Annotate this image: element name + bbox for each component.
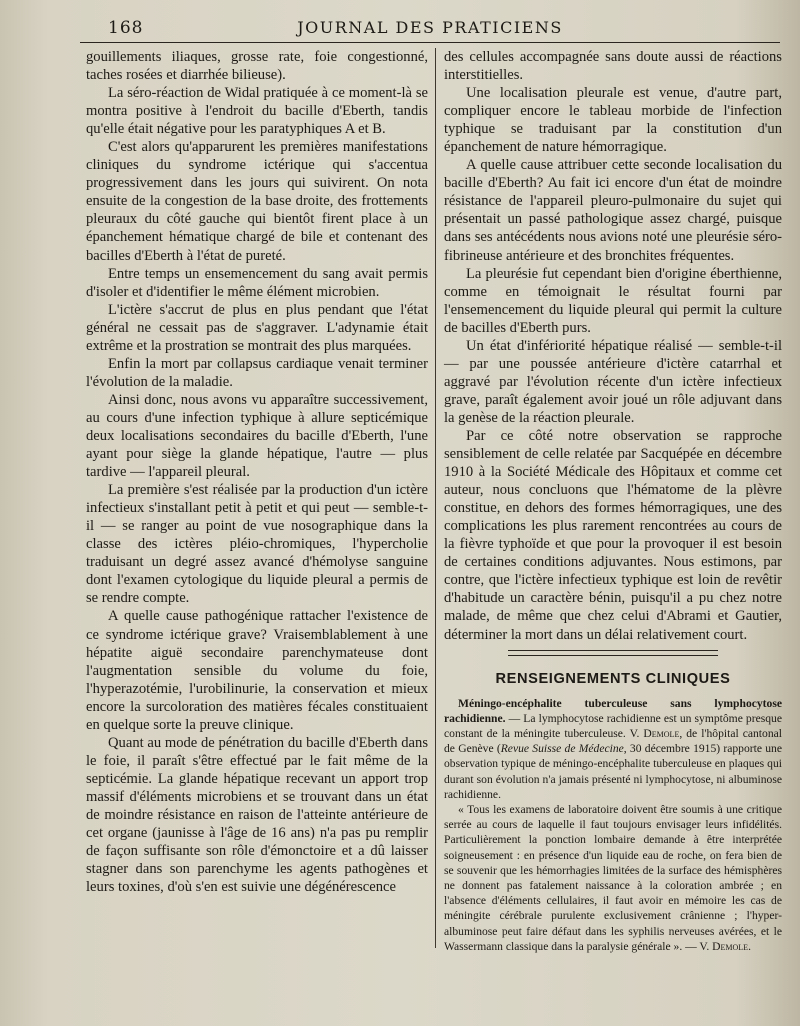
paragraph: La pleurésie fut cependant bien d'origine éberthienne, comme en témoignait le résultat fourni par l'ensemencement du liquide pleural qui permit la culture de bacilles d'Eberth purs.: [444, 265, 782, 336]
clinical-text: .: [748, 939, 751, 953]
paragraph: gouillements iliaques, grosse rate, foie congestionné, taches rosées et diarrhée bilieuse).: [86, 49, 428, 84]
paragraph: Une localisation pleurale est venue, d'autre part, compliquer encore le tableau morbide de l'infection typhique se traduisant par la constitution d'un épanchement de nature hémorragique.: [444, 85, 782, 156]
section-title: RENSEIGNEMENTS CLINIQUES: [495, 670, 731, 687]
clinical-text: — La lymphocytose rachidienne est un symptôme presque constant de la méningite tuberculeuse. V.: [444, 711, 782, 740]
article-end-rule: [508, 650, 718, 656]
page-header: [80, 16, 780, 43]
paragraph: C'est alors qu'apparurent les premières manifestations cliniques du syndrome ictérique qui s'accentua progressivement dans les jours qui suivirent. On nota ensuite de la congestion de la base droite, des frottements pleuraux du côté gauche qui bientôt firent place à un épanchement hématique chargé de bile et contenant des bacilles d'Eberth à l'état de pureté.: [86, 139, 428, 264]
clinical-text: , 30 décembre 1915) rapporte une observation typique de méningo-encéphalite tuberculeuse en plaques qui durant son évolution n'a jamais présenté ni lymphocytose, ni albuminose rachidienne.: [444, 742, 782, 801]
paragraph: des cellules accompagnée sans doute aussi de réactions interstitielles.: [444, 49, 782, 84]
journal-name: Revue Suisse de Médecine: [500, 742, 624, 756]
running-title: JOURNAL DES PRATICIENS: [297, 18, 563, 37]
clinical-paragraph: [444, 696, 782, 802]
paragraph: La première s'est réalisée par la production d'un ictère infectieux s'installant petit à petit et qui peut — semble-t-il — se ranger au point de vue nosographique dans la classe des ictères pléio-chromiques, l'hypercholie traduisant un degré assez avancé d'hémolyse sanguine dont l'examen cytologique du liquide pleural a permis de se rendre compte.: [86, 482, 428, 607]
paragraph: A quelle cause attribuer cette seconde localisation du bacille d'Eberth? Au fait ici encore d'un état de moindre résistance de l'appareil pleuro-pulmonaire du sujet qui présentait un passé pathologique assez chargé, puisque dans ses antécédents nous avions noté une pleurésie séro-fibrineuse antérieure et des bronchites fréquentes.: [444, 157, 782, 264]
paragraph: Quant au mode de pénétration du bacille d'Eberth dans le foie, il paraît s'être effectué par le fait même de la septicémie. La glande hépatique recevant un apport trop massif d'éléments microbiens et se trouvant dans un état de moindre résistance en raison de l'atteinte antérieure de cet organe (jaunisse à l'âge de 16 ans) n'a pas pu remplir de façon suffisante son rôle d'émonctoire et a dû laisser stagner dans son parenchyme les agents pathogènes et leurs toxines, d'où s'en est suivie une dégénérescence: [86, 734, 428, 896]
author-name: Demole: [712, 939, 749, 953]
page-number: 168: [108, 18, 144, 38]
clinical-quote: « Tous les examens de laboratoire doivent être soumis à une critique serrée au cours de laquelle il faut toujours envisager leurs infidélités. Particulièrement la ponction lombaire demande à être interprétée soigneusement : en présence d'un liquide eau de roche, on fera bien de se souvenir que les hémorrhagies limitées de la surface des hémisphères ne donnent pas fatalement naissance à la coloration ambrée ; en l'absence d'éléments cellulaires, il faut avoir en mémoire les cas de méningite cérébrale purulente exclusivement crânienne ; l'hyper-albuminose peut faire défaut dans les syphilis nerveuses avérées, et le Wassermann classique dans la paralysie générale ». — V.: [444, 803, 782, 953]
paragraph: L'ictère s'accrut de plus en plus pendant que l'état général ne cessait pas de s'aggraver. L'adynamie était extrême et la prostration se montrait des plus marquées.: [86, 301, 428, 354]
clinical-text: , de l'hôpital cantonal de Genève (: [444, 727, 782, 756]
paragraph: Par ce côté notre observation se rapproche sensiblement de celle relatée par Sacquépée en décembre 1910 à la Société Médicale des Hôpitaux et comme cet auteur, nous concluons que l'hématome de la plèvre constitue, en dehors des formes hémorragiques, une des complications les plus rarement rencontrées au cours de la fièvre typhoïde et que pour la provoquer il est besoin de certaines conditions adjuvantes. Nous estimons, par contre, que l'ictère infectieux typhique est loin de revêtir d'habitude un caractère bénin, puisqu'il a pu chez notre malade, de même que chez celui d'Abrami et Gautier, déterminer la mort dans un délai relativement court.: [444, 427, 782, 643]
author-name: Demole: [643, 727, 680, 740]
right-column: [444, 48, 782, 954]
paragraph: La séro-réaction de Widal pratiquée à ce moment-là se montra positive à l'endroit du bacille d'Eberth, tandis qu'elle était négative pour les paratyphiques A et B.: [86, 85, 428, 138]
clinical-heading: Méningo-encéphalite tuberculeuse sans lymphocytose rachidienne.: [444, 696, 782, 725]
column-divider: [435, 48, 436, 948]
paragraph: Un état d'infériorité hépatique réalisé — semble-t-il — par une poussée antérieure d'ictère catarrhal et aggravé par l'évolution récente d'un ictère infectieux grave, paraît également avoir joué un rôle adjuvant dans la genèse de la réaction pleurale.: [444, 337, 782, 426]
left-column: [86, 48, 428, 896]
paragraph: Enfin la mort par collapsus cardiaque venait terminer l'évolution de la maladie.: [86, 355, 428, 390]
paragraph: Ainsi donc, nous avons vu apparaître successivement, au cours d'une infection typhique à allure septicémique deux localisations secondaires du bacille d'Eberth, l'une ayant pour siège la glande hépatique, l'autre — plus tardive — l'appareil pleural.: [86, 391, 428, 481]
clinical-paragraph: [444, 802, 782, 954]
paragraph: A quelle cause pathogénique rattacher l'existence de ce syndrome ictérique grave? Vraisemblablement à une hépatite aiguë secondaire parenchymateuse dont l'augmentation sensible du volume du foie, l'hyperazotémie, l'urobilinurie, la conservation et mieux encore la surcoloration des matières fécales constituaient en quelque sorte la preuve clinique.: [86, 608, 428, 733]
paragraph: Entre temps un ensemencement du sang avait permis d'isoler et d'identifier le même élément microbien.: [86, 265, 428, 300]
clinical-note: [444, 696, 782, 954]
